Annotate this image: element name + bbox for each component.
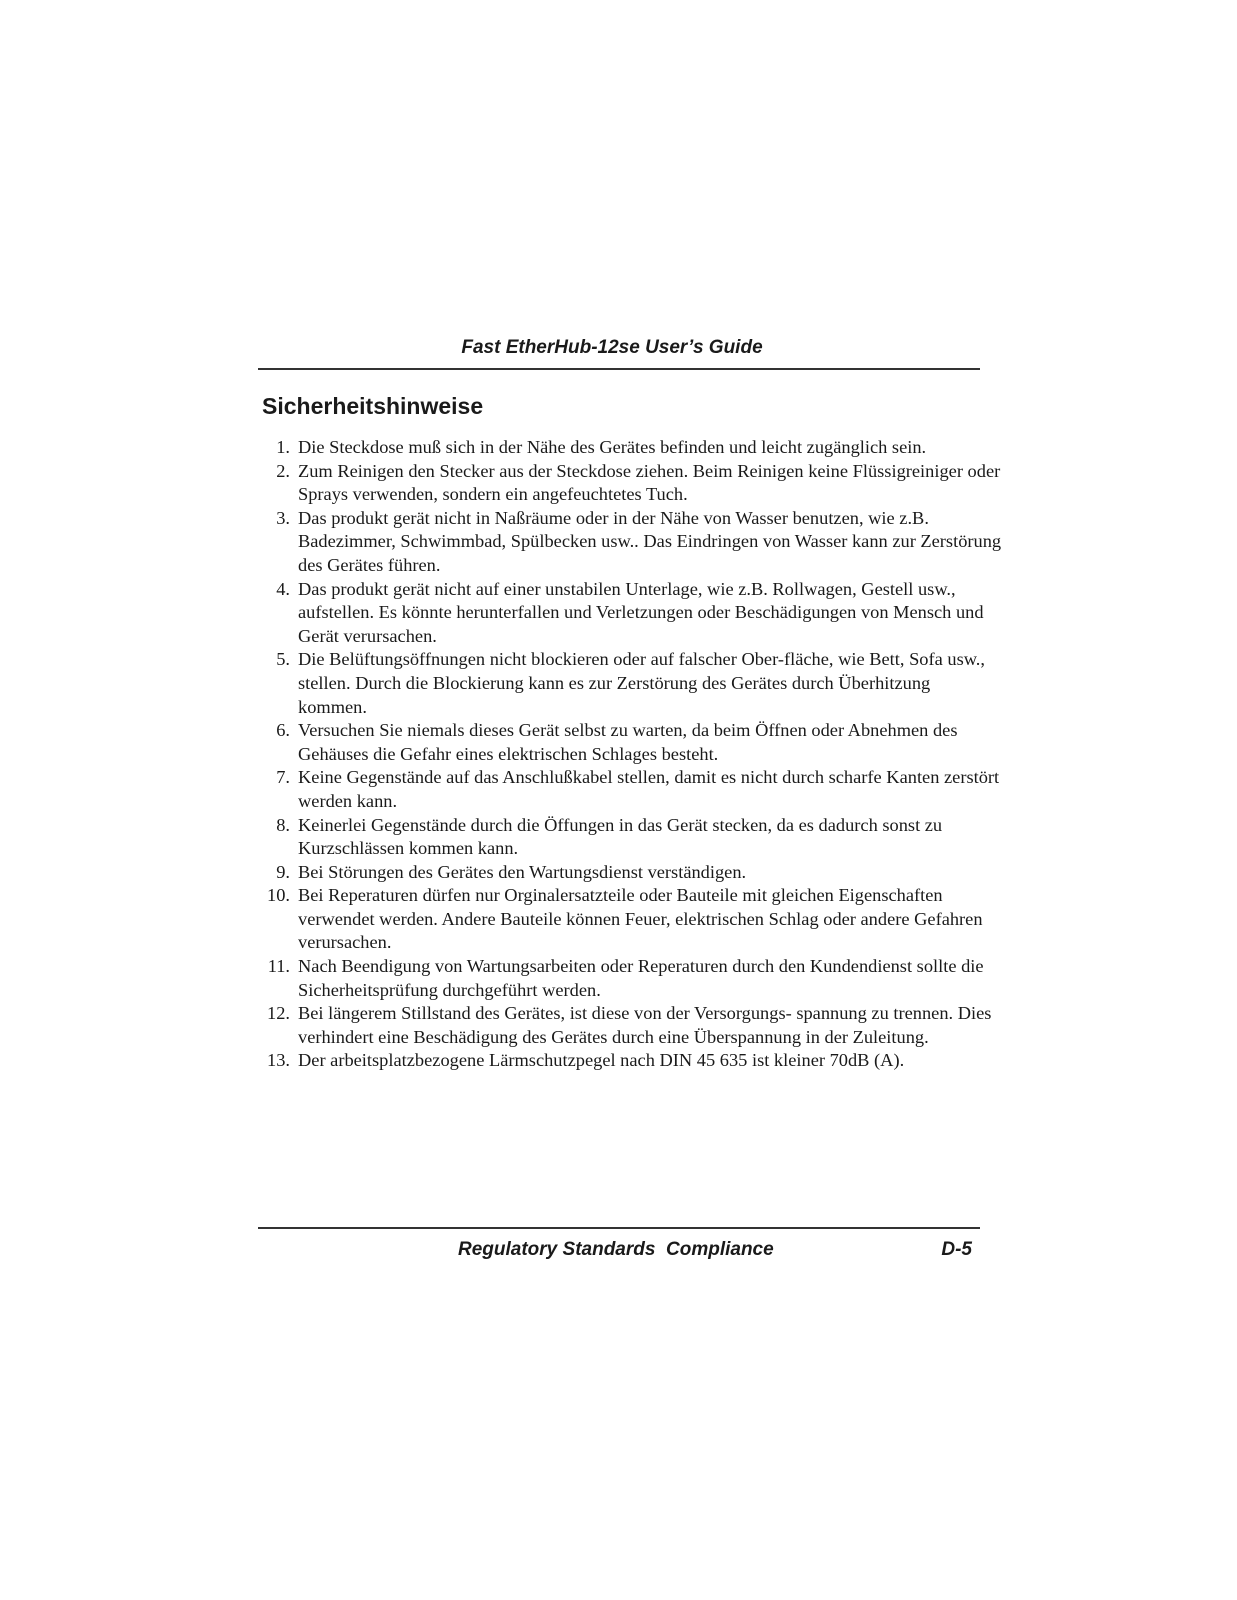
item-text: Der arbeitsplatzbezogene Lärmschutzpegel nach DIN 45 635 ist kleiner 70dB (A). <box>298 1050 905 1071</box>
list-item <box>262 884 1002 955</box>
item-text: Die Steckdose muß sich in der Nähe des Gerätes befinden und leicht zugänglich sein. <box>298 437 927 457</box>
list-item <box>262 507 1002 578</box>
list-item <box>262 814 1002 861</box>
item-text: Keinerlei Gegenstände durch die Öffungen in das Gerät stecken, da es dadurch sonst zu Kurzschlässen kommen kann. <box>298 814 943 859</box>
page-number: D-5 <box>941 1239 972 1260</box>
list-item <box>262 1002 1002 1049</box>
list-item <box>262 861 1002 885</box>
list-item <box>262 648 1002 719</box>
item-text: Bei Störungen des Gerätes den Wartungsdienst verständigen. <box>298 861 747 882</box>
item-number: 5. <box>276 649 290 670</box>
list-item <box>262 766 1002 813</box>
item-number: 8. <box>276 814 290 835</box>
item-text: Bei Reperaturen dürfen nur Orginalersatzteile oder Bauteile mit gleichen Eigenschaften verwendet werden. Andere Bauteile können Feuer, elektrischen Schlag oder andere Gefahren verursachen. <box>298 885 983 953</box>
item-number: 1. <box>276 437 290 457</box>
list-item <box>262 955 1002 1002</box>
item-text: Nach Beendigung von Wartungsarbeiten oder Reperaturen durch den Kundendienst sollte die Sicherheitsprüfung durchgeführt werden. <box>298 956 984 1000</box>
item-number: 2. <box>276 460 290 481</box>
item-number: 13. <box>267 1050 290 1071</box>
list-item <box>262 719 1002 766</box>
section-heading: Sicherheitshinweise <box>262 393 484 419</box>
item-number: 9. <box>276 861 290 882</box>
running-header-title: Fast EtherHub-12se User’s Guide <box>461 337 763 358</box>
item-number: 7. <box>276 767 290 788</box>
item-number: 10. <box>267 885 290 906</box>
item-text: Keine Gegenstände auf das Anschlußkabel stellen, damit es nicht durch scharfe Kanten zerstört werden kann. <box>298 767 1000 811</box>
item-text: Das produkt gerät nicht auf einer unstabilen Unterlage, wie z.B. Rollwagen, Gestell usw., aufstellen. Es könnte herunterfallen und Verletzungen oder Beschädigungen von Mensch und Gerät verursachen. <box>298 578 984 646</box>
item-number: 3. <box>276 507 290 528</box>
list-item <box>262 1049 1002 1073</box>
list-item <box>262 436 1002 460</box>
safety-notes-list <box>262 436 1002 1073</box>
footer-rule <box>258 1227 980 1229</box>
item-number: 12. <box>267 1003 290 1024</box>
list-item <box>262 578 1002 649</box>
item-number: 11. <box>267 956 290 977</box>
item-text: Versuchen Sie niemals dieses Gerät selbst zu warten, da beim Öffnen oder Abnehmen des Gehäuses die Gefahr eines elektrischen Schlages besteht. <box>298 720 958 764</box>
item-number: 6. <box>276 720 290 741</box>
item-text: Zum Reinigen den Stecker aus der Steckdose ziehen. Beim Reinigen keine Flüssigreiniger oder Sprays verwenden, sondern ein angefeuchtetes Tuch. <box>298 460 1001 505</box>
item-text: Bei längerem Stillstand des Gerätes, ist diese von der Versorgungs- spannung zu trennen. Dies verhindert eine Beschädigung des Gerätes durch eine Überspannung in der Zuleitung. <box>298 1003 992 1047</box>
header-rule <box>258 368 980 370</box>
item-number: 4. <box>276 578 290 599</box>
item-text: Das produkt gerät nicht in Naßräume oder in der Nähe von Wasser benutzen, wie z.B. Badezimmer, Schwimmbad, Spülbecken usw.. Das Eindringen von Wasser kann zur Zerstörung des Gerätes führen. <box>298 507 1002 575</box>
running-footer-title: Regulatory Standards Compliance <box>458 1239 774 1260</box>
list-item <box>262 460 1002 507</box>
item-text: Die Belüftungsöffnungen nicht blockieren oder auf falscher Ober-fläche, wie Bett, Sofa usw., stellen. Durch die Blockierung kann es zur Zerstörung des Gerätes durch Überhitzung kommen. <box>298 649 986 717</box>
